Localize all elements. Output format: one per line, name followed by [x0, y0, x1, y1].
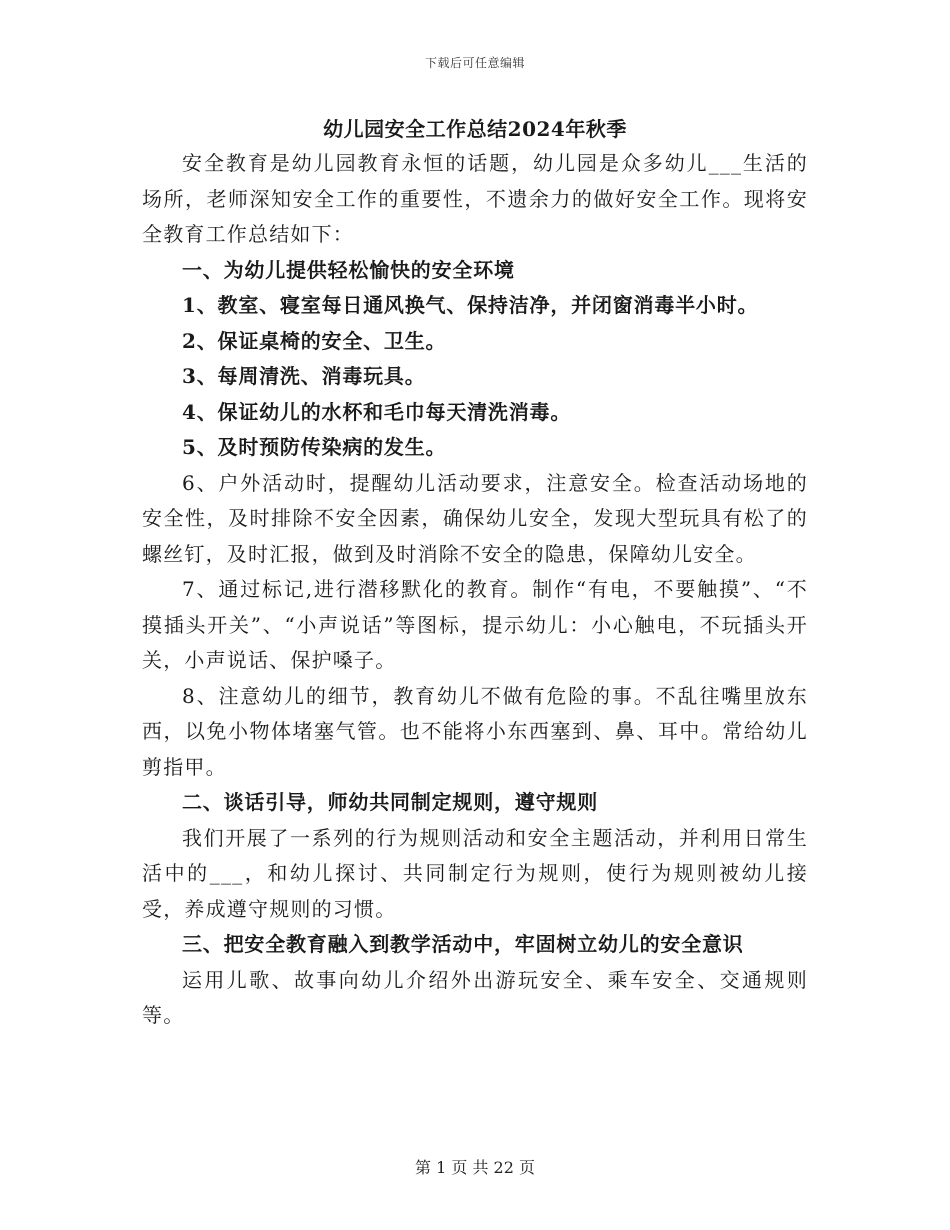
list-item-2: 2、保证桌椅的安全、卫生。: [182, 328, 447, 353]
list-item-5: 5、及时预防传染病的发生。: [182, 435, 447, 459]
header-note: 下载后可任意编辑: [424, 56, 525, 70]
paragraph-section-2: 我们开展了一系列的行为规则活动和安全主题活动，并利用日常生活中的___，和幼儿探讨、共同制定行为规则，使行为规则被幼儿接受，养成遵守规则的习惯。: [142, 825, 808, 921]
list-item-7: 7、通过标记,进行潜移默化的教育。制作“有电，不要触摸”、“不摸插头开关”、“小声说话”等图标，提示幼儿：小心触电，不玩插头开关，小声说话、保护嗓子。: [142, 577, 808, 672]
section-heading-1: 一、为幼儿提供轻松愉快的安全环境: [182, 257, 515, 282]
list-item-6: 6、户外活动时，提醒幼儿活动要求，注意安全。检查活动场地的安全性，及时排除不安全因素，确保幼儿安全，发现大型玩具有松了的螺丝钉，及时汇报，做到及时消除不安全的隐患，保障幼儿安全。: [142, 470, 808, 566]
list-item-4: 4、保证幼儿的水杯和毛巾每天清洗消毒。: [182, 399, 572, 424]
list-item-8: 8、注意幼儿的细节，教育幼儿不做有危险的事。不乱往嘴里放东西，以免小物体堵塞气管。也不能将小东西塞到、鼻、耳中。常给幼儿剪指甲。: [142, 683, 808, 779]
section-heading-2: 二、谈话引导，师幼共同制定规则，遵守规则: [182, 790, 598, 814]
list-item-3: 3、每周清洗、消毒玩具。: [182, 364, 426, 388]
list-item-1: 1、教室、寝室每日通风换气、保持洁净，并闭窗消毒半小时。: [182, 293, 759, 317]
page-number-footer: 第 1 页 共 22 页: [415, 1158, 535, 1177]
section-heading-3: 三、把安全教育融入到教学活动中，牢固树立幼儿的安全意识: [182, 932, 744, 956]
paragraph-intro: 安全教育是幼儿园教育永恒的话题，幼儿园是众多幼儿___生活的场所，老师深知安全工作的重要性，不遗余力的做好安全工作。现将安全教育工作总结如下：: [142, 151, 808, 246]
document-body: [142, 146, 808, 1034]
paragraph-section-3: 运用儿歌、故事向幼儿介绍外出游玩安全、乘车安全、交通规则等。: [142, 967, 808, 1027]
document-title: 幼儿园安全工作总结2024年秋季: [323, 117, 627, 141]
